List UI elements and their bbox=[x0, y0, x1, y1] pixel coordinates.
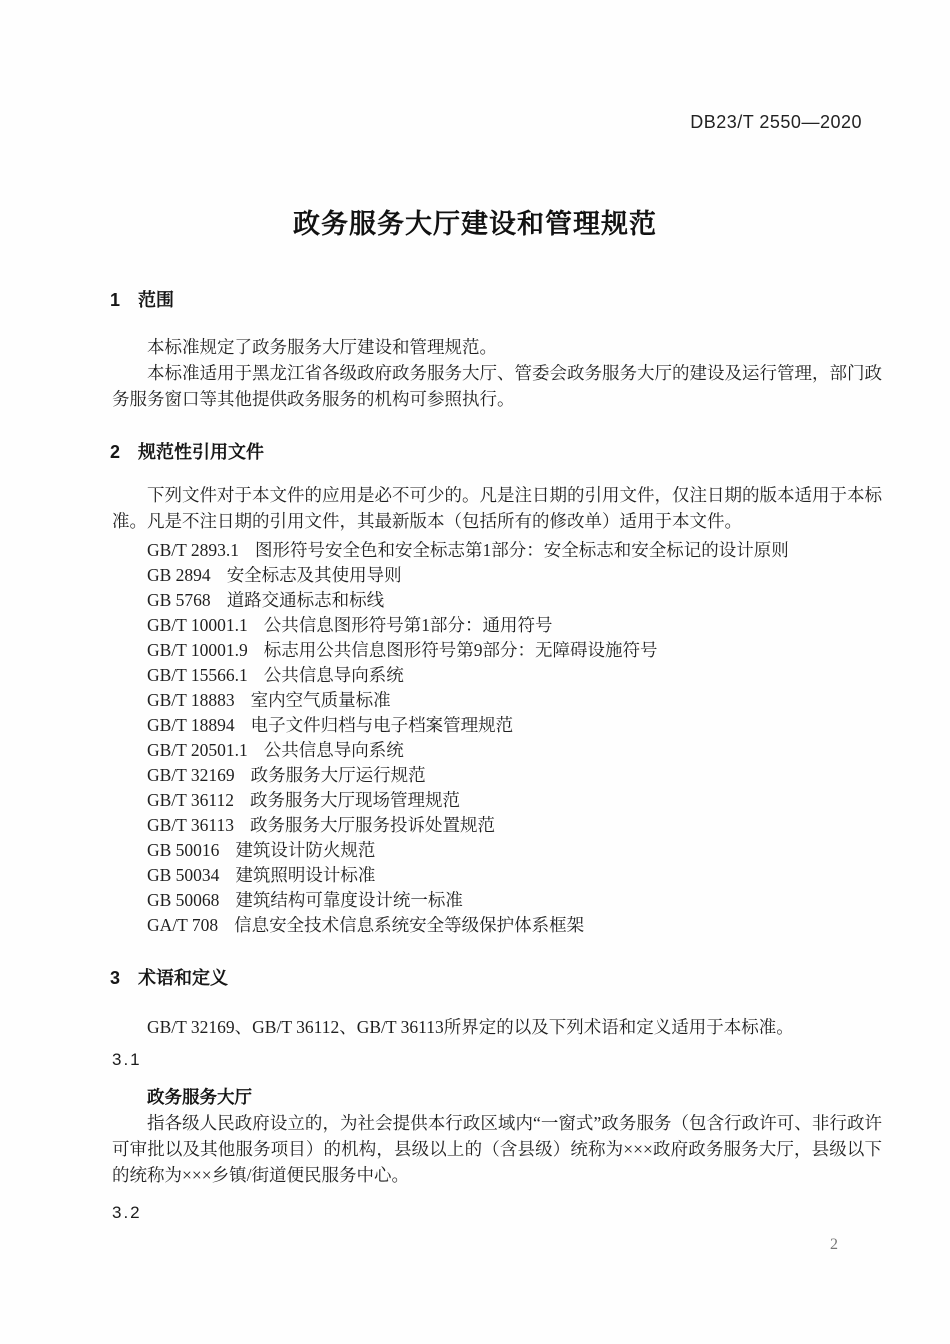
section-2-heading bbox=[110, 438, 264, 464]
reference-code: GB/T 10001.9 bbox=[147, 640, 248, 660]
term-name-service-hall: 政务服务大厅 bbox=[147, 1087, 252, 1107]
section-3-number: 3 bbox=[110, 968, 121, 988]
term-number-3-1: 3.1 bbox=[112, 1050, 142, 1069]
reference-code: GB/T 10001.1 bbox=[147, 615, 248, 635]
reference-title: 图形符号安全色和安全标志第1部分：安全标志和安全标记的设计原则 bbox=[255, 540, 789, 560]
section-2-label: 规范性引用文件 bbox=[138, 442, 265, 462]
reference-item bbox=[147, 813, 887, 838]
reference-title: 公共信息导向系统 bbox=[263, 740, 404, 760]
paragraph-terms-intro: GB/T 32169、GB/T 36112、GB/T 36113所界定的以及下列术语和定义适用于本标准。 bbox=[147, 1017, 794, 1037]
term-definition-block bbox=[112, 1110, 882, 1188]
reference-item bbox=[147, 863, 887, 888]
reference-title: 建筑设计防火规范 bbox=[235, 840, 376, 860]
reference-code: GB/T 20501.1 bbox=[147, 740, 248, 760]
section-3-heading bbox=[110, 964, 228, 990]
normative-references-list bbox=[147, 538, 887, 938]
reference-code: GB/T 18894 bbox=[147, 715, 235, 735]
paragraph-references-intro: 下列文件对于本文件的应用是必不可少的。凡是注日期的引用文件，仅注日期的版本适用于本标准。凡是不注日期的引用文件，其最新版本（包括所有的修改单）适用于本文件。 bbox=[112, 485, 882, 531]
reference-title: 公共信息图形符号第1部分：通用符号 bbox=[263, 615, 553, 635]
reference-title: 公共信息导向系统 bbox=[263, 665, 404, 685]
reference-code: GB 50016 bbox=[147, 840, 220, 860]
reference-item bbox=[147, 738, 887, 763]
reference-code: GB/T 2893.1 bbox=[147, 540, 240, 560]
reference-title: 政务服务大厅运行规范 bbox=[250, 765, 426, 785]
reference-item bbox=[147, 763, 887, 788]
reference-code: GB 50034 bbox=[147, 865, 220, 885]
reference-item bbox=[147, 913, 887, 938]
reference-item bbox=[147, 788, 887, 813]
term-number-3-2: 3.2 bbox=[112, 1203, 142, 1222]
reference-item bbox=[147, 638, 887, 663]
section-1-body bbox=[112, 334, 882, 412]
reference-code: GA/T 708 bbox=[147, 915, 219, 935]
reference-code: GB/T 18883 bbox=[147, 690, 235, 710]
reference-item bbox=[147, 663, 887, 688]
reference-code: GB 5768 bbox=[147, 590, 211, 610]
section-3-intro bbox=[112, 1014, 882, 1040]
reference-code: GB/T 36113 bbox=[147, 815, 235, 835]
section-1-number: 1 bbox=[110, 290, 121, 310]
reference-title: 室内空气质量标准 bbox=[250, 690, 391, 710]
section-1-label: 范围 bbox=[138, 290, 175, 310]
paragraph-term-definition: 指各级人民政府设立的，为社会提供本行政区域内“一窗式”政务服务（包含行政许可、非行政许可审批以及其他服务项目）的机构，县级以上的（含县级）统称为×××政府政务服务大厅，县级以下的统称为×××乡镇/街道便民服务中心。 bbox=[112, 1113, 882, 1185]
reference-code: GB/T 36112 bbox=[147, 790, 235, 810]
reference-title: 安全标志及其使用导则 bbox=[226, 565, 402, 585]
reference-title: 电子文件归档与电子档案管理规范 bbox=[250, 715, 514, 735]
reference-item bbox=[147, 888, 887, 913]
section-2-intro bbox=[112, 482, 882, 534]
reference-item bbox=[147, 838, 887, 863]
reference-item bbox=[147, 713, 887, 738]
reference-code: GB 2894 bbox=[147, 565, 211, 585]
reference-item bbox=[147, 613, 887, 638]
standard-number-header: DB23/T 2550—2020 bbox=[690, 112, 862, 132]
reference-code: GB/T 32169 bbox=[147, 765, 235, 785]
reference-item bbox=[147, 538, 887, 563]
reference-title: 建筑照明设计标准 bbox=[235, 865, 376, 885]
reference-title: 建筑结构可靠度设计统一标准 bbox=[235, 890, 463, 910]
reference-title: 道路交通标志和标线 bbox=[226, 590, 385, 610]
page-number: 2 bbox=[830, 1236, 838, 1253]
reference-code: GB 50068 bbox=[147, 890, 220, 910]
reference-item bbox=[147, 563, 887, 588]
section-3-label: 术语和定义 bbox=[138, 968, 229, 988]
reference-item bbox=[147, 588, 887, 613]
reference-item bbox=[147, 688, 887, 713]
document-title: 政务服务大厅建设和管理规范 bbox=[293, 209, 657, 239]
paragraph-scope-1: 本标准规定了政务服务大厅建设和管理规范。 bbox=[147, 337, 497, 357]
section-1-heading bbox=[110, 286, 174, 312]
reference-title: 政务服务大厅现场管理规范 bbox=[250, 790, 461, 810]
section-2-number: 2 bbox=[110, 442, 121, 462]
reference-title: 信息安全技术信息系统安全等级保护体系框架 bbox=[234, 915, 585, 935]
reference-title: 政务服务大厅服务投诉处置规范 bbox=[250, 815, 496, 835]
reference-code: GB/T 15566.1 bbox=[147, 665, 248, 685]
reference-title: 标志用公共信息图形符号第9部分：无障碍设施符号 bbox=[263, 640, 658, 660]
paragraph-scope-2: 本标准适用于黑龙江省各级政府政务服务大厅、管委会政务服务大厅的建设及运行管理，部门政务服务窗口等其他提供政务服务的机构可参照执行。 bbox=[112, 363, 882, 409]
